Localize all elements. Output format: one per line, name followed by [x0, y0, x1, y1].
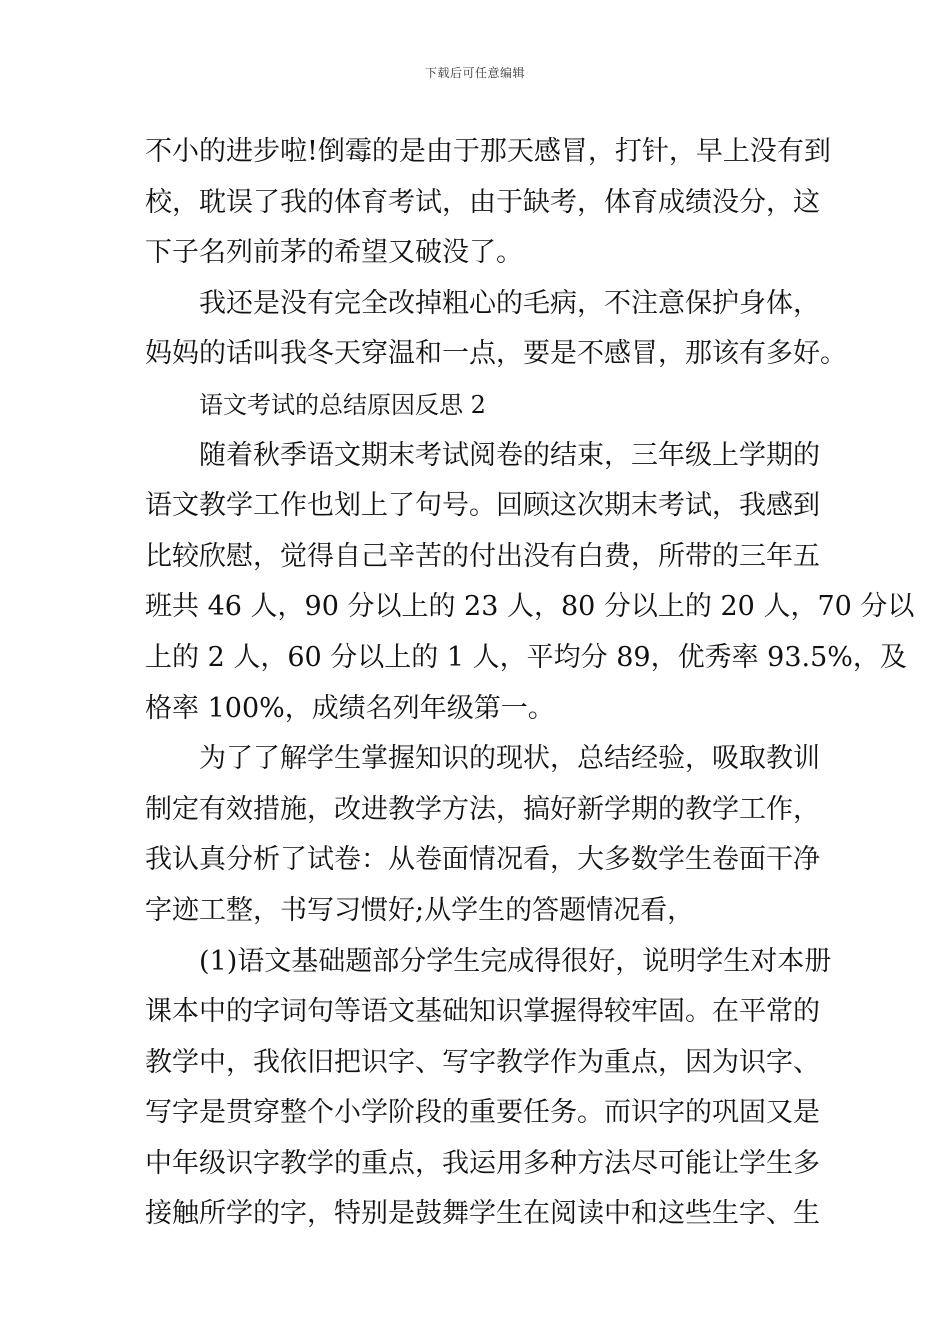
text-line: 我还是没有完全改掉粗心的毛病，不注意保护身体， — [199, 287, 820, 319]
section-heading: 语文考试的总结原因反思 2 — [199, 390, 486, 419]
text-line: 不小的进步啦!倒霉的是由于那天感冒，打针，早上没有到 — [145, 136, 831, 167]
text-line: (1)语文基础题部分学生完成得很好，说明学生对本册 — [199, 945, 832, 977]
text-line: 上的 2 人，60 分以上的 1 人，平均分 89，优秀率 93.5%，及 — [145, 641, 907, 673]
text-line: 语文教学工作也划上了句号。回顾这次期末考试，我感到 — [145, 490, 820, 522]
text-line: 格率 100%，成绩名列年级第一。 — [145, 692, 555, 724]
text-line: 制定有效措施，改进教学方法，搞好新学期的教学工作， — [145, 793, 820, 825]
document-body — [145, 127, 915, 1240]
text-line: 比较欣慰，觉得自己辛苦的付出没有白费，所带的三年五 — [145, 540, 820, 572]
text-line: 班共 46 人，90 分以上的 23 人，80 分以上的 20 人，70 分以 — [145, 591, 915, 623]
text-line: 课本中的字词句等语文基础知识掌握得较牢固。在平常的 — [145, 996, 820, 1028]
text-line: 教学中，我依旧把识字、写字教学作为重点，因为识字、 — [145, 1046, 820, 1078]
text-line: 妈妈的话叫我冬天穿温和一点，要是不感冒，那该有多好。 — [145, 338, 847, 370]
text-line: 字迹工整，书写习惯好;从学生的答题情况看， — [145, 894, 695, 926]
text-line: 写字是贯穿整个小学阶段的重要任务。而识字的巩固又是 — [145, 1097, 820, 1129]
text-line: 下子名列前茅的希望又破没了。 — [145, 237, 523, 269]
text-line: 我认真分析了试卷：从卷面情况看，大多数学生卷面干净 — [145, 844, 820, 876]
text-line: 为了了解学生掌握知识的现状，总结经验，吸取教训 — [199, 743, 820, 775]
text-line: 中年级识字教学的重点，我运用多种方法尽可能让学生多 — [145, 1147, 820, 1179]
text-line: 随着秋季语文期末考试阅卷的结束，三年级上学期的 — [199, 439, 820, 471]
page-header: 下载后可任意编辑 — [424, 66, 525, 80]
text-line: 接触所学的字，特别是鼓舞学生在阅读中和这些生字、生 — [145, 1198, 820, 1230]
text-line: 校，耽误了我的体育考试，由于缺考，体育成绩没分，这 — [145, 186, 820, 218]
